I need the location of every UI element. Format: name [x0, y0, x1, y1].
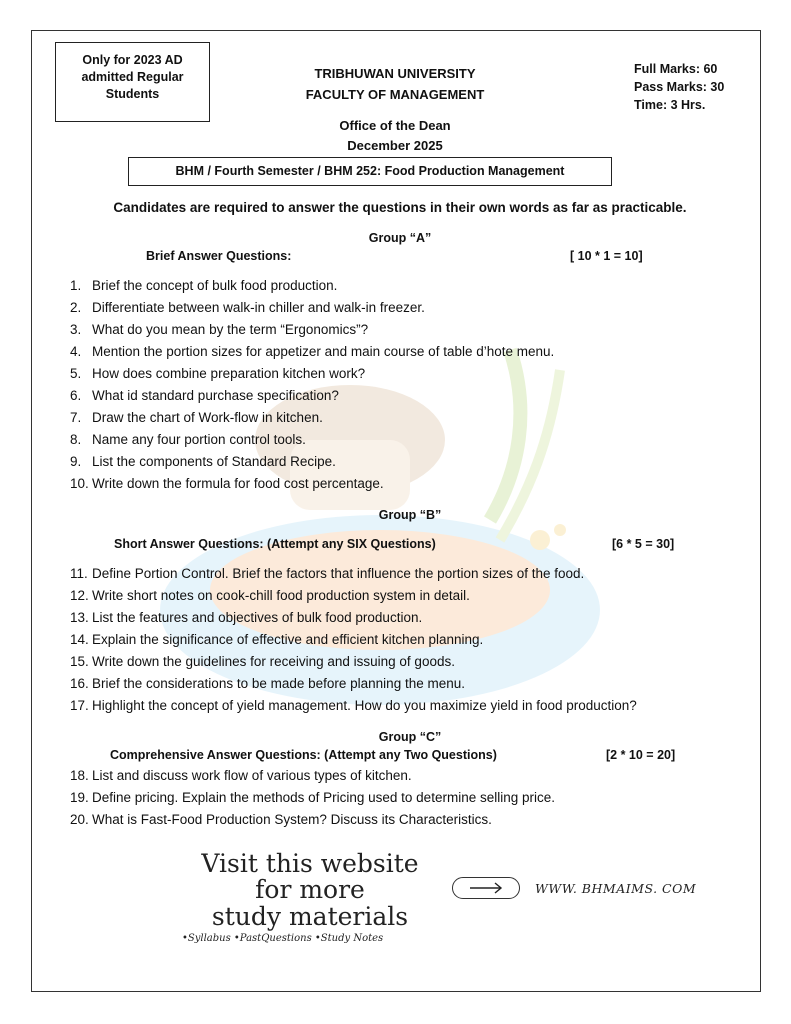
arrow-right-icon: [453, 878, 519, 898]
question-number: 8.: [70, 432, 82, 447]
question-item: [70, 698, 637, 714]
arrow-pill: [452, 877, 520, 899]
question-number: 12.: [70, 588, 89, 603]
question-text: Name any four portion control tools.: [92, 432, 306, 447]
marks-info: [634, 60, 724, 114]
question-number: 2.: [70, 300, 82, 315]
ad-subtitle: •Syllabus •PastQuestions •Study Notes: [182, 933, 384, 944]
instruction: Candidates are required to answer the questions in their own words as far as practicable.: [113, 200, 687, 215]
question-number: 11.: [70, 566, 88, 581]
question-text: Highlight the concept of yield management. How do you maximize yield in food production?: [92, 698, 637, 713]
question-text: Define Portion Control. Brief the factors that influence the portion sizes of the food.: [92, 566, 585, 581]
question-item: [70, 790, 555, 806]
question-item: [70, 388, 339, 404]
question-item: [70, 566, 584, 582]
question-item: [70, 278, 337, 294]
question-text: List the features and objectives of bulk food production.: [92, 610, 423, 625]
group-b-label: Short Answer Questions: (Attempt any SIX Questions): [114, 537, 436, 551]
university-name: TRIBHUWAN UNIVERSITY: [314, 66, 476, 81]
question-text: Write down the formula for food cost percentage.: [92, 476, 384, 491]
question-text: Differentiate between walk-in chiller and walk-in freezer.: [92, 300, 425, 315]
question-number: 17.: [70, 698, 89, 713]
exam-date: December 2025: [347, 138, 443, 153]
question-item: [70, 344, 554, 360]
course-title: BHM / Fourth Semester / BHM 252: Food Production Management: [128, 157, 612, 186]
question-text: List and discuss work flow of various types of kitchen.: [92, 768, 412, 783]
pass-marks: Pass Marks: 30: [634, 80, 725, 94]
question-item: [70, 410, 323, 426]
question-text: Brief the concept of bulk food production.: [92, 278, 338, 293]
question-text: How does combine preparation kitchen work?: [92, 366, 366, 381]
question-item: [70, 432, 306, 448]
question-number: 1.: [70, 278, 82, 293]
question-text: What is Fast-Food Production System? Discuss its Characteristics.: [92, 812, 492, 827]
ad-line-2: for more: [255, 875, 365, 904]
question-text: Brief the considerations to be made before planning the menu.: [92, 676, 465, 691]
question-item: [70, 322, 368, 338]
group-c-title: Group “C”: [378, 730, 442, 744]
question-text: What id standard purchase specification?: [92, 388, 339, 403]
exam-time: Time: 3 Hrs.: [634, 98, 706, 112]
question-item: [70, 454, 336, 470]
admission-note-line: admitted Regular: [81, 70, 184, 84]
question-item: [70, 676, 465, 692]
question-text: What do you mean by the term “Ergonomics”?: [92, 322, 369, 337]
question-number: 13.: [70, 610, 89, 625]
admission-note-line: Only for 2023 AD: [82, 53, 183, 67]
ad-line-3: study materials: [211, 902, 409, 931]
question-text: Write down the guidelines for receiving and issuing of goods.: [92, 654, 455, 669]
office-name: Office of the Dean: [339, 118, 451, 133]
group-c-marks: [2 * 10 = 20]: [606, 748, 676, 762]
question-number: 16.: [70, 676, 89, 691]
question-number: 4.: [70, 344, 82, 359]
question-text: Mention the portion sizes for appetizer and main course of table d’hote menu.: [92, 344, 555, 359]
question-number: 6.: [70, 388, 82, 403]
question-item: [70, 366, 365, 382]
group-a-marks: [ 10 * 1 = 10]: [570, 249, 643, 263]
question-number: 18.: [70, 768, 89, 783]
question-number: 5.: [70, 366, 82, 381]
question-item: [70, 812, 492, 828]
full-marks: Full Marks: 60: [634, 62, 718, 76]
question-number: 14.: [70, 632, 89, 647]
question-text: Draw the chart of Work-flow in kitchen.: [92, 410, 323, 425]
group-a-title: Group “A”: [368, 231, 432, 245]
question-text: Write short notes on cook-chill food production system in detail.: [92, 588, 470, 603]
question-item: [70, 476, 384, 492]
question-text: Define pricing. Explain the methods of Pricing used to determine selling price.: [92, 790, 555, 805]
group-a-label: Brief Answer Questions:: [146, 249, 292, 263]
ad-line-1: Visit this website: [201, 849, 419, 878]
admission-note-box: [55, 42, 210, 122]
question-item: [70, 610, 422, 626]
question-item: [70, 632, 483, 648]
question-number: 3.: [70, 322, 82, 337]
question-item: [70, 768, 412, 784]
group-c-label: Comprehensive Answer Questions: (Attempt any Two Questions): [110, 748, 497, 762]
admission-note-line: Students: [105, 87, 160, 101]
question-number: 10.: [70, 476, 89, 491]
question-number: 7.: [70, 410, 82, 425]
question-item: [70, 588, 470, 604]
group-b-marks: [6 * 5 = 30]: [612, 537, 675, 551]
faculty-name: FACULTY OF MANAGEMENT: [305, 87, 485, 102]
question-number: 19.: [70, 790, 89, 805]
question-item: [70, 300, 425, 316]
question-number: 9.: [70, 454, 82, 469]
website-link[interactable]: WWW. BHMAIMS. COM: [535, 881, 697, 896]
question-number: 15.: [70, 654, 89, 669]
question-text: List the components of Standard Recipe.: [92, 454, 336, 469]
group-b-title: Group “B”: [378, 508, 442, 522]
question-text: Explain the significance of effective and efficient kitchen planning.: [92, 632, 484, 647]
question-number: 20.: [70, 812, 89, 827]
question-item: [70, 654, 455, 670]
